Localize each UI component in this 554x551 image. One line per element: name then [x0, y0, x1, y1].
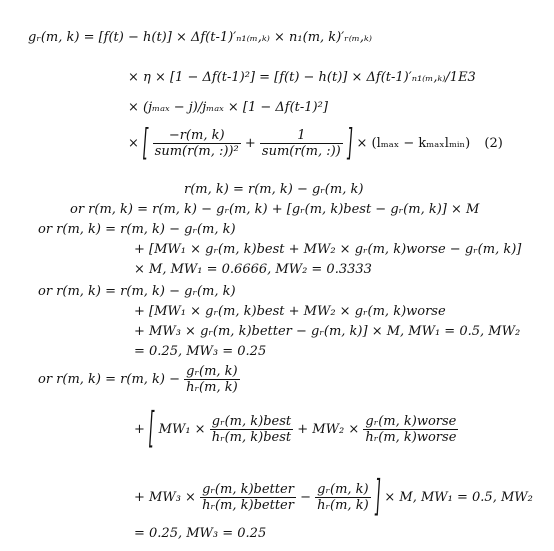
fraction-neg-r-over-sum-squared — [153, 128, 241, 159]
eq-line-13: = 0.25, MW₃ = 0.25 — [134, 344, 267, 359]
eq-line-7: or r(m, k) = r(m, k) − gᵣ(m, k) — [38, 222, 236, 237]
eq-line-8: + [MW₁ × gᵣ(m, k)best + MW₂ × gᵣ(m, k)worse − gᵣ(m, k)] — [134, 242, 522, 257]
open-bracket: [ — [149, 405, 155, 454]
eq-line-15-plus: + — [134, 422, 145, 437]
eq-line-2: × η × [1 − Δf(t-1)²] = [f(t) − h(t)] × Δf(t-1)′ₙ₁₍ₘ,ₖ₎/1E3 — [128, 70, 476, 85]
close-bracket: ] — [346, 122, 353, 165]
fraction-numerator: gᵣ(m, k)better — [200, 482, 296, 498]
open-bracket: [ — [143, 122, 149, 165]
fraction-numerator: gᵣ(m, k)best — [210, 414, 293, 430]
fraction-numerator: −r(m, k) — [153, 128, 241, 144]
fraction-denominator: hᵣ(m, k) — [317, 498, 369, 513]
eq-line-12: + MW₃ × gᵣ(m, k)better − gᵣ(m, k)] × M, MW₁ = 0.5, MW₂ — [134, 324, 521, 339]
eq-line-14-lhs: or r(m, k) = r(m, k) − — [38, 372, 181, 387]
fraction-g-over-h — [184, 364, 240, 395]
fraction-denominator: hᵣ(m, k)worse — [365, 430, 457, 445]
eq-line-15 — [134, 405, 458, 454]
eq-line-17: = 0.25, MW₃ = 0.25 — [134, 526, 267, 541]
close-bracket: ] — [374, 473, 381, 522]
fraction-denominator: sum(r(m, :))² — [154, 144, 239, 159]
eq-line-4-times: × — [128, 136, 139, 151]
fraction-numerator: 1 — [260, 128, 343, 144]
fraction-numerator: gᵣ(m, k) — [315, 482, 371, 498]
fraction-denominator: hᵣ(m, k) — [186, 380, 238, 395]
eq-line-9: × M, MW₁ = 0.6666, MW₂ = 0.3333 — [134, 262, 372, 277]
eq-line-15-mw1: MW₁ × — [158, 422, 206, 437]
equation-number: (2) — [484, 136, 503, 151]
eq-line-5: r(m, k) = r(m, k) − gᵣ(m, k) — [184, 182, 364, 197]
fraction-numerator: gᵣ(m, k)worse — [363, 414, 458, 430]
fraction-one-over-sum — [260, 128, 343, 159]
eq-line-6: or r(m, k) = r(m, k) − gᵣ(m, k) + [gᵣ(m, k)best − gᵣ(m, k)] × M — [70, 202, 480, 217]
eq-line-1: gᵣ(m, k) = [f(t) − h(t)] × Δf(t-1)′ₙ₁₍ₘ,ₖ₎ × n₁(m, k)′ᵣ₍ₘ,ₖ₎ — [28, 30, 372, 45]
eq-line-4 — [128, 122, 503, 165]
eq-line-16-mw3: + MW₃ × — [134, 490, 196, 505]
fraction-worse — [363, 414, 458, 445]
plus-sign: + — [244, 136, 256, 151]
fraction-numerator: gᵣ(m, k) — [184, 364, 240, 380]
eq-line-10: or r(m, k) = r(m, k) − gᵣ(m, k) — [38, 284, 236, 299]
eq-line-14 — [38, 364, 240, 395]
fraction-denominator: sum(r(m, :)) — [261, 144, 341, 159]
eq-line-16-tail: × M, MW₁ = 0.5, MW₂ — [384, 490, 533, 505]
fraction-better — [200, 482, 296, 513]
fraction-g-over-h — [315, 482, 371, 513]
eq-line-15-mw2: + MW₂ × — [297, 422, 360, 437]
fraction-denominator: hᵣ(m, k)best — [211, 430, 292, 445]
fraction-best — [210, 414, 293, 445]
eq-line-11: + [MW₁ × gᵣ(m, k)best + MW₂ × gᵣ(m, k)worse — [134, 304, 446, 319]
eq-line-3: × (jₘₐₓ − j)/jₘₐₓ × [1 − Δf(t-1)²] — [128, 100, 328, 115]
minus-sign: − — [300, 490, 311, 505]
eq-line-16 — [134, 473, 533, 522]
fraction-denominator: hᵣ(m, k)better — [202, 498, 294, 513]
eq-line-4-tail: × (lₘₐₓ − kₘₐₓlₘᵢₙ) — [356, 136, 471, 151]
